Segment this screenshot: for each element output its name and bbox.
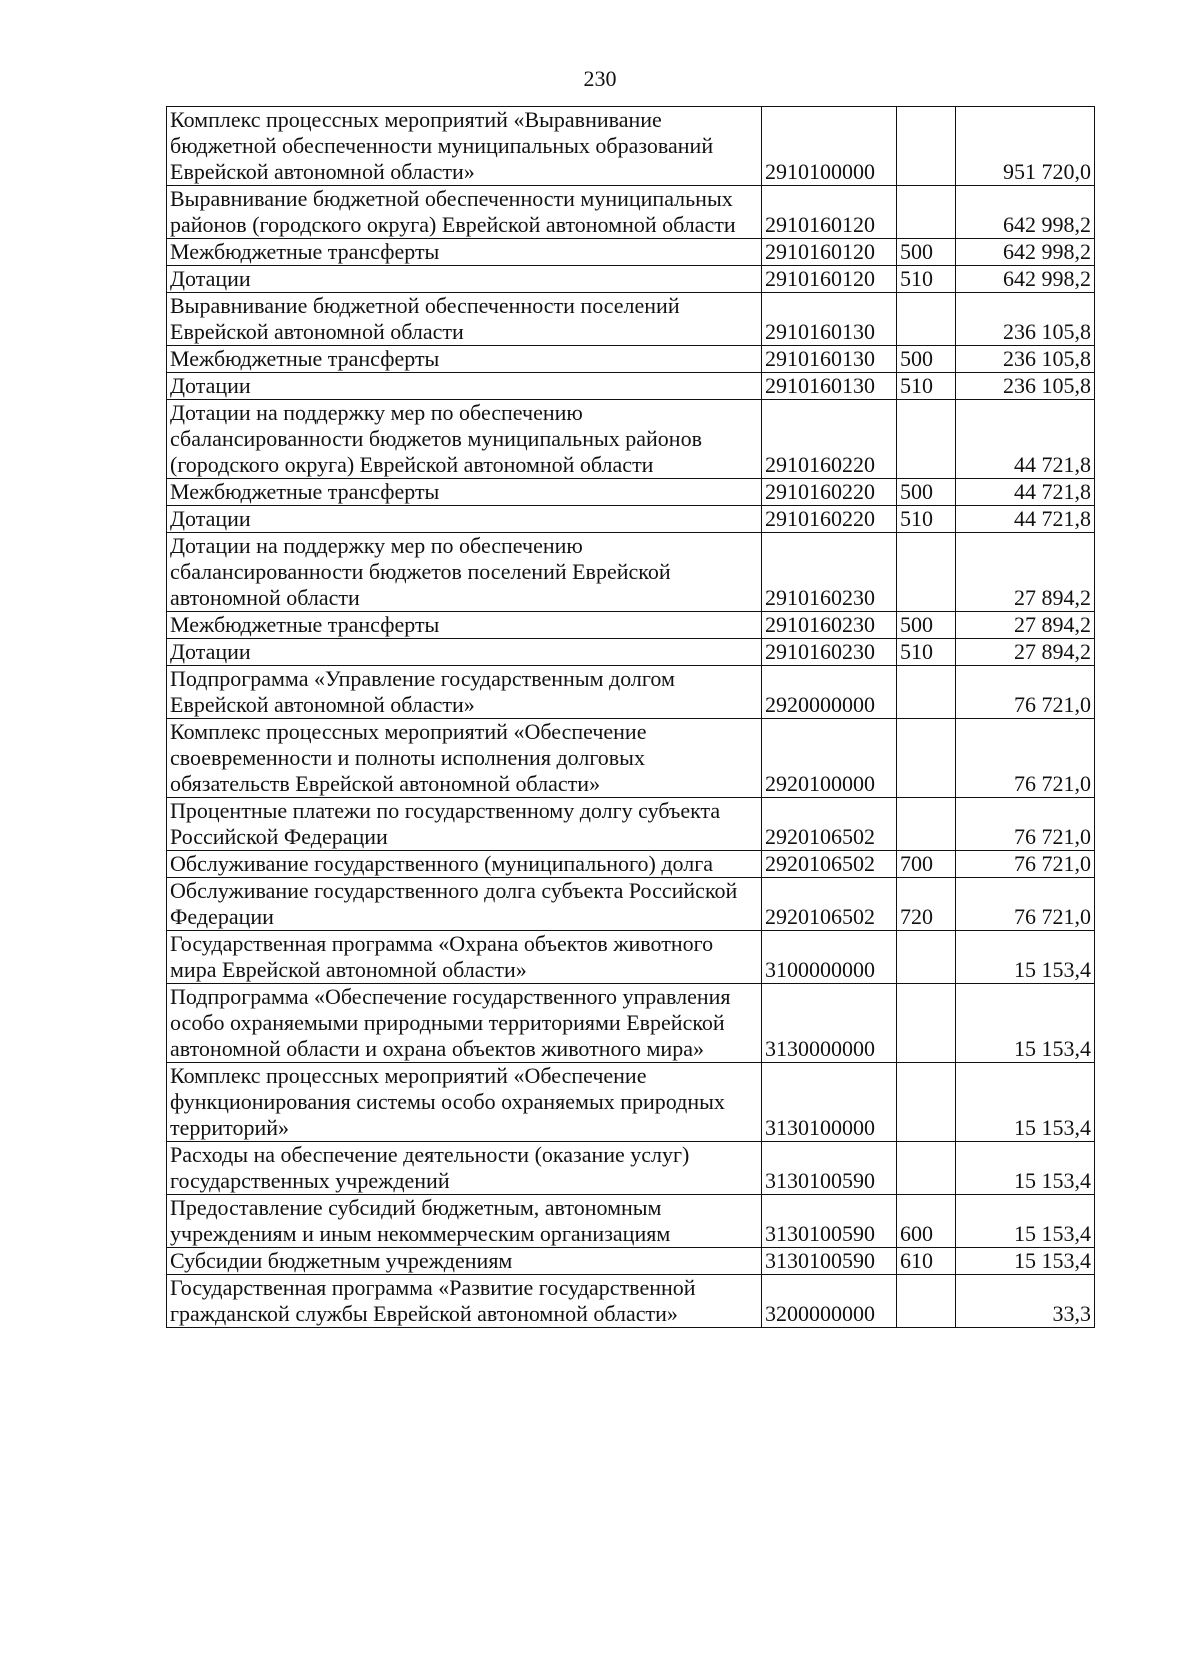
row-code-cell: 3100000000: [762, 931, 897, 984]
table-row: [167, 612, 1095, 639]
row-name-cell: Дотации: [167, 373, 762, 400]
row-expense-type-cell: 610: [897, 1248, 956, 1275]
row-code-cell: 2910160130: [762, 346, 897, 373]
table-row: [167, 506, 1095, 533]
table-row: [167, 878, 1095, 931]
row-code-cell: 2910100000: [762, 107, 897, 186]
row-name-cell: Комплекс процессных мероприятий «Обеспечение своевременности и полноты исполнения долговых обязательств Еврейской автономной области»: [167, 719, 762, 798]
row-name-cell: Подпрограмма «Управление государственным долгом Еврейской автономной области»: [167, 666, 762, 719]
row-amount-cell: 236 105,8: [956, 293, 1095, 346]
row-name-cell: Выравнивание бюджетной обеспеченности поселений Еврейской автономной области: [167, 293, 762, 346]
row-code-cell: 3130100000: [762, 1063, 897, 1142]
row-name-cell: Выравнивание бюджетной обеспеченности муниципальных районов (городского округа) Еврейской автономной области: [167, 186, 762, 239]
row-code-cell: 2910160220: [762, 506, 897, 533]
row-name-cell: Предоставление субсидий бюджетным, автономным учреждениям и иным некоммерческим организациям: [167, 1195, 762, 1248]
row-name-cell: Дотации на поддержку мер по обеспечению сбалансированности бюджетов муниципальных районов (городского округа) Еврейской автономной области: [167, 400, 762, 479]
row-amount-cell: 15 153,4: [956, 1195, 1095, 1248]
row-expense-type-cell: [897, 931, 956, 984]
row-expense-type-cell: [897, 719, 956, 798]
table-row: [167, 107, 1095, 186]
table-row: [167, 666, 1095, 719]
row-amount-cell: 76 721,0: [956, 851, 1095, 878]
row-code-cell: 2920106502: [762, 851, 897, 878]
budget-table-body: [167, 107, 1095, 1328]
table-row: [167, 931, 1095, 984]
row-name-cell: Межбюджетные трансферты: [167, 346, 762, 373]
row-code-cell: 3130100590: [762, 1195, 897, 1248]
row-name-cell: Обслуживание государственного долга субъекта Российской Федерации: [167, 878, 762, 931]
row-code-cell: 2910160230: [762, 533, 897, 612]
row-amount-cell: 236 105,8: [956, 373, 1095, 400]
row-expense-type-cell: [897, 1142, 956, 1195]
row-expense-type-cell: 500: [897, 479, 956, 506]
table-row: [167, 373, 1095, 400]
row-code-cell: 2910160230: [762, 612, 897, 639]
row-code-cell: 2910160130: [762, 293, 897, 346]
row-expense-type-cell: 500: [897, 239, 956, 266]
row-name-cell: Субсидии бюджетным учреждениям: [167, 1248, 762, 1275]
row-code-cell: 2920106502: [762, 878, 897, 931]
row-name-cell: Государственная программа «Охрана объектов животного мира Еврейской автономной области»: [167, 931, 762, 984]
budget-table: [166, 106, 1095, 1328]
row-amount-cell: 642 998,2: [956, 239, 1095, 266]
row-name-cell: Межбюджетные трансферты: [167, 239, 762, 266]
row-code-cell: 2910160220: [762, 479, 897, 506]
row-name-cell: Подпрограмма «Обеспечение государственного управления особо охраняемыми природными территориями Еврейской автономной области и охрана объектов животного мира»: [167, 984, 762, 1063]
row-code-cell: 3200000000: [762, 1275, 897, 1328]
row-code-cell: 2910160130: [762, 373, 897, 400]
row-amount-cell: 27 894,2: [956, 639, 1095, 666]
row-expense-type-cell: 510: [897, 266, 956, 293]
row-name-cell: Дотации: [167, 639, 762, 666]
table-row: [167, 798, 1095, 851]
row-amount-cell: 15 153,4: [956, 1063, 1095, 1142]
row-code-cell: 2910160230: [762, 639, 897, 666]
row-expense-type-cell: [897, 293, 956, 346]
table-row: [167, 239, 1095, 266]
table-row: [167, 186, 1095, 239]
row-amount-cell: 15 153,4: [956, 1248, 1095, 1275]
page-number: 230: [583, 66, 617, 91]
table-row: [167, 851, 1095, 878]
row-amount-cell: 44 721,8: [956, 479, 1095, 506]
row-expense-type-cell: [897, 666, 956, 719]
row-code-cell: 2910160120: [762, 186, 897, 239]
table-row: [167, 984, 1095, 1063]
table-row: [167, 266, 1095, 293]
table-row: [167, 1248, 1095, 1275]
row-expense-type-cell: [897, 107, 956, 186]
row-amount-cell: 236 105,8: [956, 346, 1095, 373]
table-row: [167, 293, 1095, 346]
row-code-cell: 2910160120: [762, 266, 897, 293]
table-row: [167, 400, 1095, 479]
row-expense-type-cell: [897, 400, 956, 479]
row-amount-cell: 44 721,8: [956, 400, 1095, 479]
row-amount-cell: 44 721,8: [956, 506, 1095, 533]
table-row: [167, 346, 1095, 373]
row-expense-type-cell: 500: [897, 346, 956, 373]
row-amount-cell: 76 721,0: [956, 719, 1095, 798]
row-name-cell: Обслуживание государственного (муниципального) долга: [167, 851, 762, 878]
table-row: [167, 479, 1095, 506]
row-amount-cell: 15 153,4: [956, 984, 1095, 1063]
row-amount-cell: 76 721,0: [956, 666, 1095, 719]
row-expense-type-cell: [897, 533, 956, 612]
row-expense-type-cell: 510: [897, 639, 956, 666]
row-expense-type-cell: [897, 798, 956, 851]
row-name-cell: Дотации на поддержку мер по обеспечению сбалансированности бюджетов поселений Еврейской автономной области: [167, 533, 762, 612]
row-expense-type-cell: 700: [897, 851, 956, 878]
row-expense-type-cell: [897, 1063, 956, 1142]
row-code-cell: 3130100590: [762, 1142, 897, 1195]
row-name-cell: Процентные платежи по государственному долгу субъекта Российской Федерации: [167, 798, 762, 851]
row-code-cell: 2920100000: [762, 719, 897, 798]
row-expense-type-cell: [897, 1275, 956, 1328]
row-code-cell: 3130100590: [762, 1248, 897, 1275]
row-code-cell: 2910160120: [762, 239, 897, 266]
row-expense-type-cell: [897, 186, 956, 239]
row-code-cell: 2920000000: [762, 666, 897, 719]
row-expense-type-cell: [897, 984, 956, 1063]
row-amount-cell: 33,3: [956, 1275, 1095, 1328]
row-amount-cell: 27 894,2: [956, 612, 1095, 639]
row-amount-cell: 76 721,0: [956, 878, 1095, 931]
table-row: [167, 1275, 1095, 1328]
row-name-cell: Комплекс процессных мероприятий «Выравнивание бюджетной обеспеченности муниципальных образований Еврейской автономной области»: [167, 107, 762, 186]
row-name-cell: Дотации: [167, 266, 762, 293]
table-row: [167, 1063, 1095, 1142]
row-code-cell: 2910160220: [762, 400, 897, 479]
table-row: [167, 1195, 1095, 1248]
row-name-cell: Межбюджетные трансферты: [167, 479, 762, 506]
table-row: [167, 533, 1095, 612]
table-row: [167, 1142, 1095, 1195]
row-amount-cell: 951 720,0: [956, 107, 1095, 186]
table-row: [167, 639, 1095, 666]
row-name-cell: Государственная программа «Развитие государственной гражданской службы Еврейской автономной области»: [167, 1275, 762, 1328]
row-expense-type-cell: 600: [897, 1195, 956, 1248]
row-expense-type-cell: 510: [897, 373, 956, 400]
row-amount-cell: 15 153,4: [956, 931, 1095, 984]
row-amount-cell: 642 998,2: [956, 186, 1095, 239]
row-amount-cell: 27 894,2: [956, 533, 1095, 612]
row-code-cell: 2920106502: [762, 798, 897, 851]
row-name-cell: Межбюджетные трансферты: [167, 612, 762, 639]
row-expense-type-cell: 720: [897, 878, 956, 931]
row-code-cell: 3130000000: [762, 984, 897, 1063]
row-expense-type-cell: 500: [897, 612, 956, 639]
row-name-cell: Расходы на обеспечение деятельности (оказание услуг) государственных учреждений: [167, 1142, 762, 1195]
row-name-cell: Дотации: [167, 506, 762, 533]
row-name-cell: Комплекс процессных мероприятий «Обеспечение функционирования системы особо охраняемых природных территорий»: [167, 1063, 762, 1142]
row-expense-type-cell: 510: [897, 506, 956, 533]
table-row: [167, 719, 1095, 798]
row-amount-cell: 15 153,4: [956, 1142, 1095, 1195]
row-amount-cell: 642 998,2: [956, 266, 1095, 293]
row-amount-cell: 76 721,0: [956, 798, 1095, 851]
